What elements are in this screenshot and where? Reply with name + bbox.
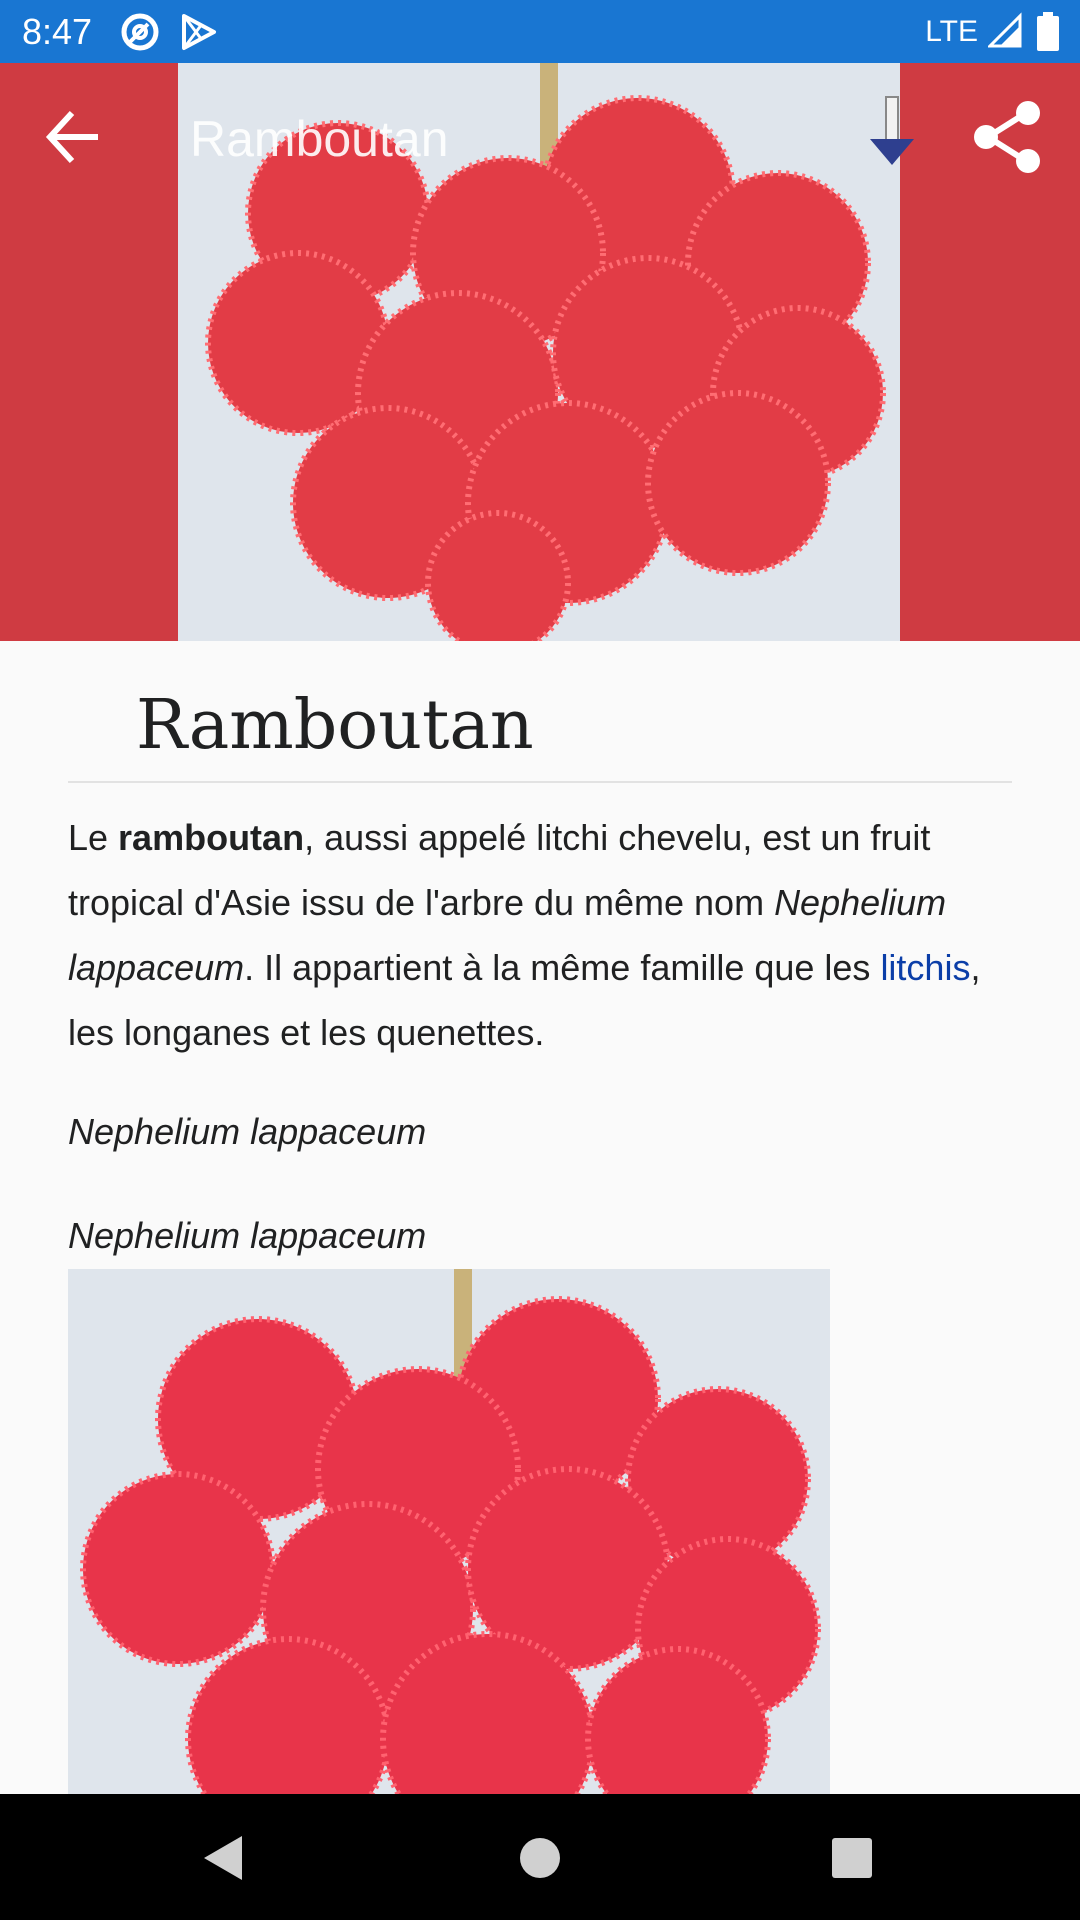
rambutan-photo-illustration xyxy=(68,1269,830,1809)
article-content xyxy=(68,641,1012,1809)
infobox-taxon-name: Nephelium lappaceum xyxy=(68,1111,427,1152)
network-type: LTE xyxy=(925,15,978,48)
home-circle-icon[interactable] xyxy=(512,1830,568,1886)
para-bold-term: ramboutan xyxy=(118,817,305,858)
download-icon[interactable] xyxy=(866,93,918,179)
play-store-icon xyxy=(178,12,218,52)
share-icon[interactable] xyxy=(970,99,1046,175)
at-sign-icon xyxy=(120,12,160,52)
para-text-2: , aussi appelé litchi chevelu, est un fruit tropical d'Asie issu de l'arbre du même nom xyxy=(68,817,931,923)
link-litchis[interactable]: litchis xyxy=(880,947,971,988)
back-triangle-icon[interactable] xyxy=(196,1830,252,1886)
para-text-4: , les longanes et les quenettes. xyxy=(68,947,981,1053)
status-time: 8:47 xyxy=(22,11,93,52)
para-text-3: . Il appartient à la même famille que les xyxy=(244,947,881,988)
system-nav-bar xyxy=(0,1794,1080,1920)
app-header xyxy=(0,63,1080,641)
para-text-1: Le xyxy=(68,817,119,858)
article-title: Ramboutan xyxy=(136,686,534,765)
intro-paragraph xyxy=(68,805,1012,1065)
back-arrow-icon[interactable] xyxy=(40,103,108,171)
infobox-image-caption: Nephelium lappaceum xyxy=(68,1215,427,1256)
battery-icon xyxy=(1036,12,1060,52)
recents-square-icon[interactable] xyxy=(824,1830,880,1886)
toolbar-title: Ramboutan xyxy=(190,111,449,167)
para-scientific-name: Nephelium lappaceum xyxy=(68,882,947,988)
title-divider xyxy=(68,781,1012,783)
infobox-image[interactable] xyxy=(68,1269,830,1809)
signal-icon xyxy=(988,12,1022,50)
status-bar xyxy=(0,0,1080,63)
